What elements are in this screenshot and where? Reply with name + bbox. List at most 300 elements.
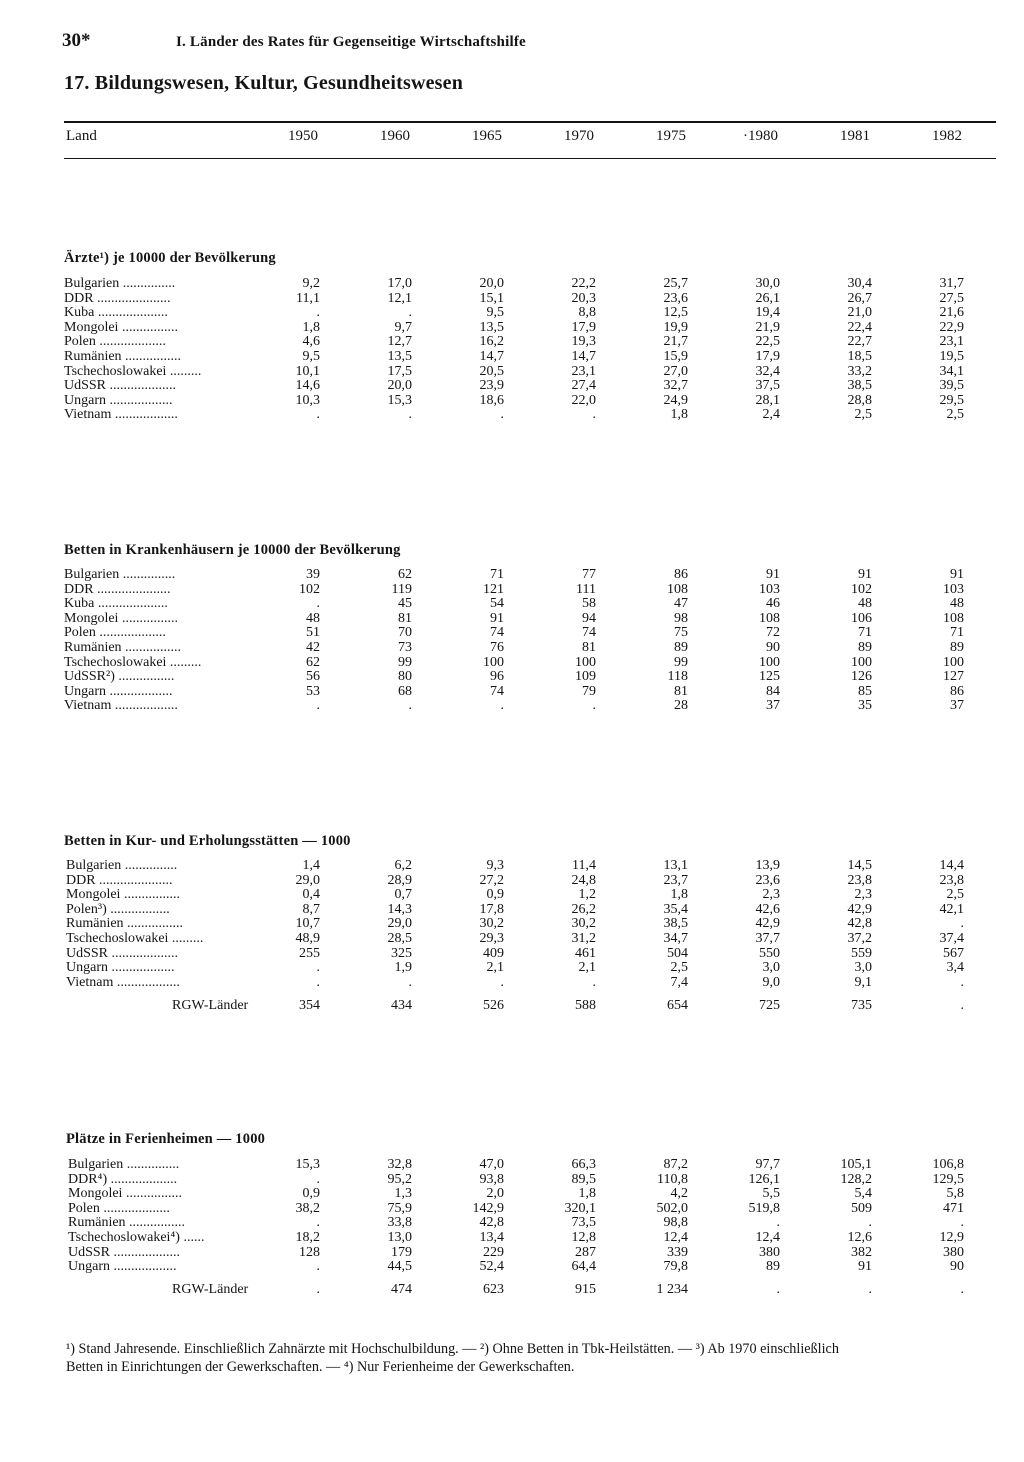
total-value: 354 (299, 998, 320, 1013)
cell-value: . (960, 974, 964, 990)
cell-value: 12,9 (939, 1230, 964, 1245)
cell-value: 13,5 (387, 349, 412, 364)
cell-value: 9,1 (854, 974, 872, 990)
cell-value: 71 (950, 625, 964, 641)
cell-value: . (316, 407, 320, 423)
total-row (0, 998, 1024, 1013)
cell-value: 108 (667, 581, 688, 597)
cell-value: 519,8 (748, 1200, 780, 1216)
cell-value: 13,5 (479, 319, 504, 335)
column-header-year: 1960 (380, 128, 410, 144)
cell-value: 2,3 (854, 887, 872, 903)
column-header-year: 1950 (288, 128, 318, 144)
cell-value: 110,8 (657, 1171, 688, 1187)
row-label: Bulgarien ............... (64, 276, 176, 291)
cell-value: 91 (858, 567, 872, 582)
cell-value: 75 (674, 625, 688, 641)
cell-value: 52,4 (479, 1259, 504, 1275)
cell-value: 79,8 (663, 1259, 688, 1275)
cell-value: 38,5 (847, 378, 872, 394)
cell-value: 32,8 (387, 1157, 412, 1172)
cell-value: 27,5 (939, 290, 964, 306)
cell-value: 51 (306, 625, 320, 641)
cell-value: 42,9 (847, 901, 872, 917)
cell-value: 0,9 (486, 887, 504, 903)
cell-value: 13,0 (387, 1230, 412, 1245)
cell-value: 33,2 (847, 363, 872, 379)
row-label: Rumänien ................ (64, 349, 182, 364)
cell-value: 37,5 (755, 378, 780, 394)
cell-value: 24,9 (663, 392, 688, 408)
cell-value: 27,0 (663, 363, 688, 379)
cell-value: 22,2 (571, 276, 596, 291)
section-title-krankenhausbetten: Betten in Krankenhäusern je 10000 der Bevölkerung (64, 542, 401, 558)
table-row (0, 1157, 1024, 1172)
cell-value: 30,0 (755, 276, 780, 291)
row-label: Kuba .................... (64, 305, 168, 321)
table-row (0, 960, 1024, 975)
cell-value: 19,5 (939, 349, 964, 364)
cell-value: 559 (851, 945, 872, 961)
cell-value: 128,2 (840, 1171, 872, 1187)
cell-value: 47 (674, 596, 688, 612)
cell-value: 1,8 (302, 319, 320, 335)
cell-value: 20,0 (387, 378, 412, 394)
cell-value: . (500, 974, 504, 990)
cell-value: 109 (575, 669, 596, 685)
cell-value: 28,8 (847, 392, 872, 408)
table-row (0, 655, 1024, 670)
cell-value: 23,6 (663, 290, 688, 306)
cell-value: 5,8 (946, 1186, 964, 1202)
cell-value: 35,4 (663, 901, 688, 917)
column-header-year: 1975 (656, 128, 686, 144)
row-label: Mongolei ................ (68, 1186, 182, 1202)
cell-value: 26,1 (755, 290, 780, 306)
cell-value: 125 (759, 669, 780, 685)
cell-value: 2,4 (762, 407, 780, 423)
cell-value: 126,1 (748, 1171, 780, 1187)
cell-value: 80 (398, 669, 412, 685)
cell-value: 103 (943, 581, 964, 597)
cell-value: 38,5 (663, 916, 688, 932)
cell-value: 81 (674, 683, 688, 699)
cell-value: 1,8 (670, 887, 688, 903)
cell-value: 84 (766, 683, 780, 699)
cell-value: 380 (943, 1244, 964, 1260)
cell-value: 21,7 (663, 334, 688, 350)
cell-value: 17,9 (571, 319, 596, 335)
column-header-year: 1981 (840, 128, 870, 144)
table-row (0, 946, 1024, 961)
cell-value: 119 (391, 581, 412, 597)
cell-value: 31,2 (571, 931, 596, 946)
cell-value: 90 (950, 1259, 964, 1275)
cell-value: 255 (299, 945, 320, 961)
cell-value: 550 (759, 945, 780, 961)
row-label: DDR ..................... (64, 581, 171, 597)
cell-value: . (316, 1215, 320, 1231)
table-row (0, 305, 1024, 320)
cell-value: . (592, 407, 596, 423)
footnote-line-2: Betten in Einrichtungen der Gewerkschaften. — ⁴) Nur Ferienheime der Gewerkschaften. (66, 1359, 575, 1375)
cell-value: 28,9 (387, 872, 412, 888)
total-value: 725 (759, 998, 780, 1013)
cell-value: . (500, 407, 504, 423)
total-value: 434 (391, 998, 412, 1013)
cell-value: 16,2 (479, 334, 504, 350)
cell-value: 77 (582, 567, 596, 582)
cell-value: 22,9 (939, 319, 964, 335)
row-label: Bulgarien ............... (66, 858, 178, 873)
cell-value: 9,0 (762, 974, 780, 990)
cell-value: 73,5 (571, 1215, 596, 1231)
cell-value: 94 (582, 610, 596, 626)
cell-value: 3,0 (854, 960, 872, 976)
total-value: . (960, 1282, 964, 1297)
cell-value: 74 (490, 625, 504, 641)
cell-value: 42 (306, 640, 320, 655)
cell-value: . (408, 407, 412, 423)
cell-value: 19,3 (571, 334, 596, 350)
cell-value: 179 (391, 1244, 412, 1260)
cell-value: 287 (575, 1244, 596, 1260)
cell-value: 3,0 (762, 960, 780, 976)
cell-value: . (316, 596, 320, 612)
row-label: Ungarn .................. (64, 683, 173, 699)
cell-value: 34,7 (663, 931, 688, 946)
cell-value: 126 (851, 669, 872, 685)
total-value: 735 (851, 998, 872, 1013)
cell-value: 100 (943, 654, 964, 670)
cell-value: 95,2 (387, 1171, 412, 1187)
cell-value: 81 (398, 610, 412, 626)
cell-value: 142,9 (472, 1200, 504, 1216)
cell-value: 1,4 (302, 858, 320, 873)
total-value: 1 234 (656, 1282, 688, 1297)
cell-value: 1,3 (394, 1186, 412, 1202)
cell-value: 102 (851, 581, 872, 597)
cell-value: 2,3 (762, 887, 780, 903)
row-label: DDR ..................... (66, 872, 173, 888)
table-title: 17. Bildungswesen, Kultur, Gesundheitswesen (64, 72, 464, 94)
cell-value: 74 (582, 625, 596, 641)
cell-value: 42,6 (755, 901, 780, 917)
cell-value: 12,5 (663, 305, 688, 321)
cell-value: 504 (667, 945, 688, 961)
cell-value: 1,2 (578, 887, 596, 903)
cell-value: 118 (667, 669, 688, 685)
cell-value: 26,2 (571, 901, 596, 917)
cell-value: 320,1 (564, 1200, 596, 1216)
cell-value: 28,5 (387, 931, 412, 946)
cell-value: 91 (490, 610, 504, 626)
header-top-rule (64, 121, 996, 123)
table-row (0, 334, 1024, 349)
cell-value: 567 (943, 945, 964, 961)
cell-value: 9,2 (302, 276, 320, 291)
table-row (0, 1172, 1024, 1187)
cell-value: 23,1 (571, 363, 596, 379)
cell-value: 98,8 (663, 1215, 688, 1231)
table-row (0, 567, 1024, 582)
cell-value: 380 (759, 1244, 780, 1260)
total-label: RGW-Länder (172, 998, 249, 1013)
cell-value: 91 (950, 567, 964, 582)
cell-value: 13,9 (755, 858, 780, 873)
column-header-year: 1965 (472, 128, 502, 144)
cell-value: 68 (398, 683, 412, 699)
table-row (0, 873, 1024, 888)
cell-value: 42,9 (755, 916, 780, 932)
cell-value: 9,5 (486, 305, 504, 321)
row-label: Bulgarien ............... (68, 1157, 180, 1172)
cell-value: 7,4 (670, 974, 688, 990)
cell-value: 129,5 (932, 1171, 964, 1187)
cell-value: 87,2 (663, 1157, 688, 1172)
row-label: Tschechoslowakei⁴) ...... (68, 1230, 205, 1245)
cell-value: 4,2 (670, 1186, 688, 1202)
cell-value: 29,0 (295, 872, 320, 888)
table-row (0, 349, 1024, 364)
cell-value: 81 (582, 640, 596, 655)
table-row (0, 320, 1024, 335)
cell-value: 103 (759, 581, 780, 597)
cell-value: . (408, 305, 412, 321)
cell-value: 471 (943, 1200, 964, 1216)
cell-value: 2,1 (486, 960, 504, 976)
cell-value: 71 (858, 625, 872, 641)
table-row (0, 582, 1024, 597)
cell-value: 18,2 (295, 1230, 320, 1245)
cell-value: 32,7 (663, 378, 688, 394)
table-row (0, 887, 1024, 902)
cell-value: 56 (306, 669, 320, 685)
cell-value: 2,5 (946, 887, 964, 903)
cell-value: 2,1 (578, 960, 596, 976)
cell-value: 121 (483, 581, 504, 597)
row-label: DDR ..................... (64, 290, 171, 306)
table-row (0, 378, 1024, 393)
cell-value: 106,8 (932, 1157, 964, 1172)
cell-value: 86 (674, 567, 688, 582)
cell-value: 32,4 (755, 363, 780, 379)
cell-value: 48,9 (295, 931, 320, 946)
cell-value: 100 (851, 654, 872, 670)
cell-value: 89 (858, 640, 872, 655)
cell-value: 90 (766, 640, 780, 655)
cell-value: 21,9 (755, 319, 780, 335)
table-row (0, 276, 1024, 291)
cell-value: 48 (950, 596, 964, 612)
header-bottom-rule (64, 158, 996, 159)
cell-value: 23,8 (847, 872, 872, 888)
cell-value: 54 (490, 596, 504, 612)
cell-value: 35 (858, 698, 872, 714)
row-label: Rumänien ................ (64, 640, 182, 655)
cell-value: 9,5 (302, 349, 320, 364)
cell-value: 106 (851, 610, 872, 626)
cell-value: 45 (398, 596, 412, 612)
cell-value: 48 (858, 596, 872, 612)
cell-value: 0,9 (302, 1186, 320, 1202)
cell-value: 11,4 (572, 858, 596, 873)
cell-value: 108 (759, 610, 780, 626)
cell-value: 13,4 (479, 1230, 504, 1245)
cell-value: 39 (306, 567, 320, 582)
cell-value: . (776, 1215, 780, 1231)
cell-value: 5,5 (762, 1186, 780, 1202)
cell-value: 18,5 (847, 349, 872, 364)
row-label: Vietnam .................. (66, 974, 180, 990)
cell-value: . (316, 1171, 320, 1187)
cell-value: 2,5 (854, 407, 872, 423)
cell-value: 9,3 (486, 858, 504, 873)
cell-value: 14,3 (387, 901, 412, 917)
cell-value: 42,8 (847, 916, 872, 932)
cell-value: 102 (299, 581, 320, 597)
cell-value: 27,4 (571, 378, 596, 394)
cell-value: 100 (483, 654, 504, 670)
row-label: UdSSR ................... (64, 378, 177, 394)
cell-value: 3,4 (946, 960, 964, 976)
cell-value: 20,5 (479, 363, 504, 379)
table-row (0, 669, 1024, 684)
cell-value: 89 (674, 640, 688, 655)
cell-value: 5,4 (854, 1186, 872, 1202)
cell-value: 9,7 (394, 319, 412, 335)
row-label: DDR⁴) ................... (68, 1171, 178, 1187)
cell-value: 21,6 (939, 305, 964, 321)
cell-value: 93,8 (479, 1171, 504, 1187)
row-label: Ungarn .................. (68, 1259, 177, 1275)
cell-value: 8,8 (578, 305, 596, 321)
cell-value: 31,7 (939, 276, 964, 291)
cell-value: 30,4 (847, 276, 872, 291)
cell-value: 0,4 (302, 887, 320, 903)
cell-value: 12,6 (847, 1230, 872, 1245)
total-value: 915 (575, 1282, 596, 1297)
cell-value: . (592, 698, 596, 714)
cell-value: 12,7 (387, 334, 412, 350)
cell-value: 6,2 (394, 858, 412, 873)
cell-value: 89 (950, 640, 964, 655)
total-value: 526 (483, 998, 504, 1013)
cell-value: 48 (306, 610, 320, 626)
row-label: Vietnam .................. (64, 698, 178, 714)
cell-value: 21,0 (847, 305, 872, 321)
table-row (0, 698, 1024, 713)
page-number: 30* (62, 30, 91, 51)
cell-value: 96 (490, 669, 504, 685)
column-header-year: 1982 (932, 128, 962, 144)
cell-value: 71 (490, 567, 504, 582)
column-header-year: ·1980 (743, 128, 778, 144)
cell-value: 14,7 (479, 349, 504, 364)
cell-value: 30,2 (571, 916, 596, 932)
cell-value: 98 (674, 610, 688, 626)
cell-value: 17,9 (755, 349, 780, 364)
cell-value: 18,6 (479, 392, 504, 408)
cell-value: 15,1 (479, 290, 504, 306)
cell-value: 1,9 (394, 960, 412, 976)
table-row (0, 858, 1024, 873)
cell-value: 73 (398, 640, 412, 655)
cell-value: 74 (490, 683, 504, 699)
cell-value: 12,4 (755, 1230, 780, 1245)
cell-value: 37 (950, 698, 964, 714)
row-label: Mongolei ................ (64, 319, 178, 335)
row-label: Polen ................... (64, 625, 166, 641)
cell-value: 19,9 (663, 319, 688, 335)
cell-value: . (316, 1259, 320, 1275)
column-header-year: 1970 (564, 128, 594, 144)
cell-value: 502,0 (656, 1200, 688, 1216)
cell-value: 13,1 (663, 858, 688, 873)
cell-value: 44,5 (387, 1259, 412, 1275)
row-label: UdSSR ................... (68, 1244, 181, 1260)
row-label: Rumänien ................ (68, 1215, 186, 1231)
cell-value: 97,7 (755, 1157, 780, 1172)
cell-value: . (592, 974, 596, 990)
total-value: . (960, 998, 964, 1013)
cell-value: 23,7 (663, 872, 688, 888)
total-value: 654 (667, 998, 688, 1013)
section-title-ferienheime: Plätze in Ferienheimen — 1000 (66, 1131, 266, 1147)
total-row (0, 1282, 1024, 1297)
cell-value: 91 (858, 1259, 872, 1275)
total-value: 588 (575, 998, 596, 1013)
cell-value: 66,3 (571, 1157, 596, 1172)
cell-value: 127 (943, 669, 964, 685)
cell-value: 46 (766, 596, 780, 612)
cell-value: 39,5 (939, 378, 964, 394)
cell-value: 2,5 (670, 960, 688, 976)
cell-value: 29,0 (387, 916, 412, 932)
total-value: . (316, 1282, 320, 1297)
section-title-aerzte: Ärzte¹) je 10000 der Bevölkerung (64, 250, 276, 266)
cell-value: 382 (851, 1244, 872, 1260)
total-value: . (776, 1282, 780, 1297)
cell-value: 28 (674, 698, 688, 714)
row-label: Ungarn .................. (66, 960, 175, 976)
table-row (0, 684, 1024, 699)
row-label: Mongolei ................ (66, 887, 180, 903)
cell-value: 105,1 (840, 1157, 872, 1172)
cell-value: 12,1 (387, 290, 412, 306)
cell-value: 37 (766, 698, 780, 714)
cell-value: 26,7 (847, 290, 872, 306)
cell-value: 99 (398, 654, 412, 670)
cell-value: 14,7 (571, 349, 596, 364)
cell-value: 99 (674, 654, 688, 670)
cell-value: 37,2 (847, 931, 872, 946)
cell-value: . (408, 974, 412, 990)
cell-value: 89 (766, 1259, 780, 1275)
cell-value: 38,2 (295, 1200, 320, 1216)
table-row (0, 916, 1024, 931)
row-label: Rumänien ................ (66, 916, 184, 932)
table-row (0, 625, 1024, 640)
footnote-line-1: ¹) Stand Jahresende. Einschließlich Zahnärzte mit Hochschulbildung. — ²) Ohne Betten in Tbk-Heilstätten. — ³) Ab 1970 einschließlich (66, 1341, 839, 1357)
column-header-land: Land (66, 128, 97, 144)
cell-value: 100 (759, 654, 780, 670)
cell-value: 17,8 (479, 901, 504, 917)
cell-value: 53 (306, 683, 320, 699)
cell-value: 23,9 (479, 378, 504, 394)
cell-value: 29,5 (939, 392, 964, 408)
row-label: UdSSR²) ................ (64, 669, 175, 685)
